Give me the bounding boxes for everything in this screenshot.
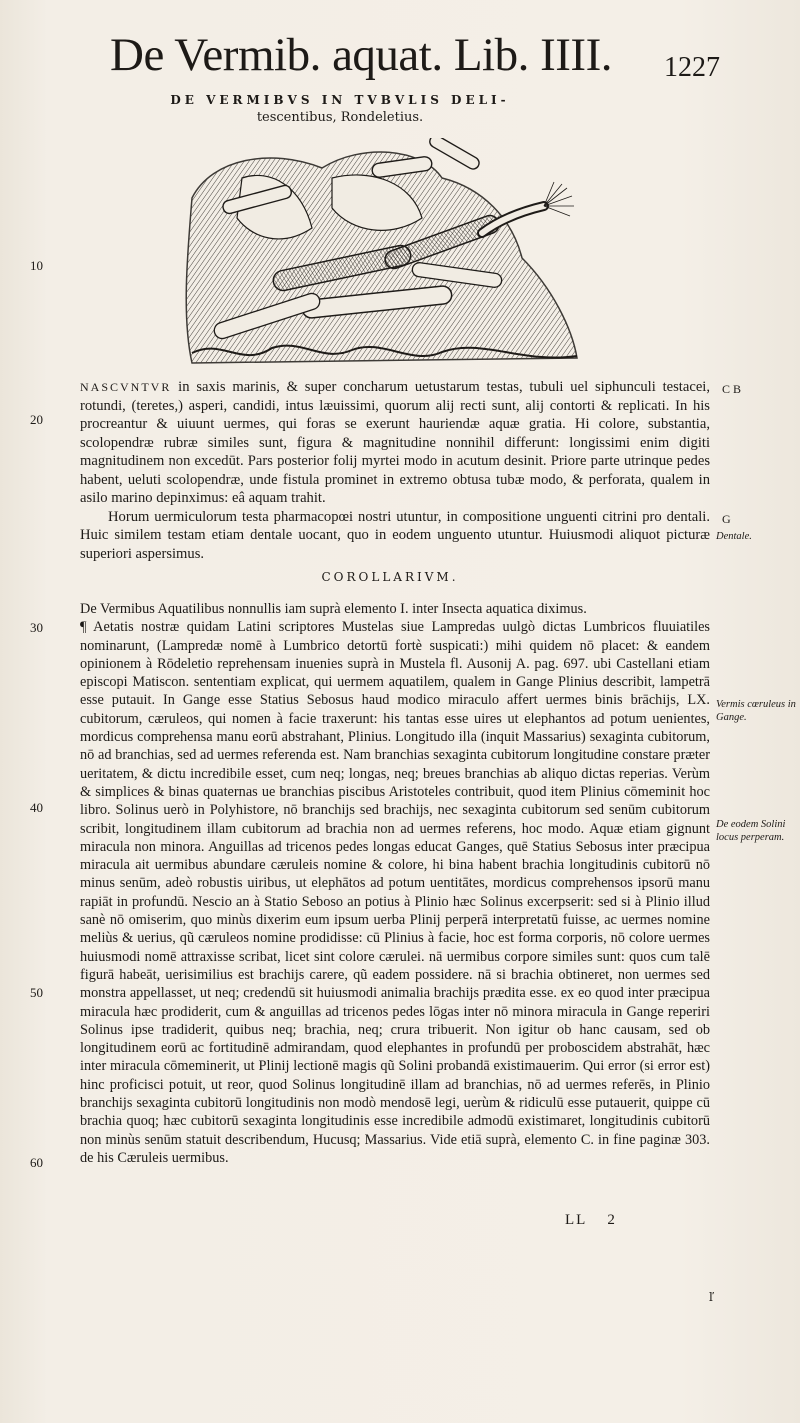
line-number: 50: [30, 985, 43, 1000]
margin-note-de-eodem: De eodem Solini locus perperam.: [716, 819, 786, 843]
line-number: 60: [30, 1155, 43, 1170]
paragraph: [80, 508, 710, 564]
margin-letters-cb: C B: [722, 382, 742, 396]
signature-number: 2: [607, 1212, 617, 1228]
paragraph: [80, 378, 710, 508]
line-number: 20: [30, 412, 43, 427]
page-number: 1227: [664, 52, 720, 83]
paragraph: [80, 600, 710, 618]
body-text-bottom: [80, 600, 710, 1167]
tube-worms-woodcut: [182, 138, 582, 372]
section-title-caps: DE VERMIBVS IN TVBVLIS DELI-: [170, 93, 510, 107]
running-header: [110, 28, 720, 88]
paragraph-text: ¶ Aetatis nostræ quidam Latini scriptores Mustelas siue Lampredas uulgò dictas Lumbricos fluuiatiles nominarunt, (Lampredæ nomē à Lumbrico detortū fortè suspicati:) mihi quidem nō placet: & eandem opinionem à Rōdeletio reprehensam inuenies suprà in Mustela fl. Ausonij A. pag. 697. ubi Castellani etiam episcopi Matiscon. sententiam explicat, qui uermem aquatilem, qualem in Gange Plinius describit, lampetrā esse putauit. In Gange esse Statius Sebosus haud modico miraculo affert uermes binis brāchijs, LX. cubitorum, cæruleos, qui nomen à facie traxerunt: his tantas esse uires ut elephantos ad potum uenientes, mordicus comprehensa manu eorū abstrahant, Plinius. Longitudo illa (inquit Massarius) sexaginta cubitorum, nō ad branchias, sed ad uermes referenda est. Nam branchias sexaginta cubitorum longitudine constare præter ueritatem, & dictu incredibile esset, cum neq; longas, neq; breues branchias ab aliquo dictas reperias. Verùm & simplices & binas quaternas ue branchias piscibus Aristoteles contribuit, quod item Plinius cōmeminit hoc libro. Solinus uerò in Polyhistore, nō branchijs sed brachijs, nec sexaginta cubitorum sed senūm cubitorum scribit, longitudinem illam cubitorum ad brachia non ad uermes referens, hoc modo. Aquæ etiam gignunt miracula non minora. Anguillas ad tricenos pedes longas educat Ganges, quē Statius Sebosus inter præcipua miracula ait uermibus abundare cæruleis nomine & colore, hi bina habent brachia longitudinis cubitorū nō minus senūm, adeò robustis uiribus, ut elephātos ad potum uentitātes, mordicus comprehensos ipsorū manu rapiāt in profundū. Nescio an à Statio Seboso an potius à Plinio hæc Solinus excerpserit: sed si à Plinio illud sanè nō omiserim, quo minùs dixerim eum ipsum uerba Plinij perperā interpretatū fuisse, ac uermes nomine meliùs & uerius, qũ cæruleos nomine prodidisse: cū Plinius à facie, hoc est forma corporis, nō colore uermes huiusmodi nomē attraxisse scribat, licet sint colore cærulei. nā uermibus corpore similes sunt: quos cum talē figurā habeāt, uerisimilius est brachijs carere, qũ eadem possidere. nā si brachia obtineret, non uermes sed monstra appellasset, ut neq; credendū sit huiusmodi animalia brachijs prædita esse. ex eo quod inter præcipua miracula hæc prodiderit, cum & anguillas ad tricenos pedes lōgas inter nō minora miracula in Gange reperiri Solinus ipse tradiderit, quibus neq; brachia, neq; crura tribuerit. Non igitur ob hanc causam, sed ob longitudinem eorū ac fortitudinē admirandam, quod elephantes in profundū per proboscidem abstrahāt, hæc inter miracula cōmeminerit, ut Plinij lectionē magis qũ Solini probandā existimauerim. Qui error (si error est) hinc proficisci potuit, ut reor, quod Solinus longitudinē illam ad branchias, nō ad uermes referēs, in Plinio branchijs sexaginta cubitorū longitudinis non modò mendosē legi, uerùm & ridiculū esse putauerit, quippe cū brachia quoq; hæc cubitorū sexaginta longitudinis esse incredibile admodū existimaret, longitudinis cubitorū non minùs senūm statuit describendum, Hucusq; Massarius. Vide etiā suprà, elemento C. in fine paginæ 303. de his Cæruleis uermibus.: [80, 619, 710, 1166]
margin-note-dentale: Dentale.: [716, 531, 752, 542]
margin-note-vermis: Vermis cœruleus in Gange.: [716, 699, 796, 723]
section-title: [100, 92, 580, 126]
paragraph-lead: NASCVNTVR: [80, 380, 172, 394]
paragraph: [80, 618, 710, 1167]
paragraph-text: De Vermibus Aquatilibus nonnullis iam suprà elemento I. inter Insecta aquatica diximus.: [80, 601, 587, 617]
stray-mark: ľ: [709, 1290, 713, 1304]
signature-letters: LL: [565, 1212, 588, 1228]
section-title-rest: tescentibus, Rondeletius.: [256, 110, 424, 125]
signature-mark: [565, 1212, 617, 1229]
running-title: De Vermib. aquat. Lib. IIII.: [110, 29, 612, 81]
line-number: 10: [30, 258, 43, 273]
margin-letter-g: G: [722, 512, 731, 526]
line-number: 30: [30, 620, 43, 635]
corollarium-heading: COROLLARIVM.: [321, 570, 459, 584]
line-number: 40: [30, 800, 43, 815]
paragraph-text: Horum uermiculorum testa pharmacopœi nostri utuntur, in compositione unguenti citrini pro dentali. Huic similem testam etiam dentale uocant, quo in eodem unguento utuntur. Huiusmodi aliquot picturæ superiori aspersimus.: [80, 508, 710, 562]
body-text-top: [80, 378, 710, 563]
paragraph-text: in saxis marinis, & super concharum uetustarum testas, tubuli uel siphunculi testacei, rotundi, (teretes,) asperi, candidi, intus læuissimi, quorum alij recti sunt, alij contorti & replicati. In his procreantur & uiuunt uermes, qui foras se exerunt hauriendæ aquæ gratia. Hi colore, substantia, scolopendræ rubræ similes sunt, figura & magnitudine nonnihil differunt: longissimi enim digiti magnitudinem non excedūt. Pars posterior folij myrtei modo in acutum desinit. Priore parte utrinque pedes habent, ueluti scolopendræ, unde fistula prominet in extremo obtusa tubæ modo, & perforata, qualem in asilo marino depinximus: eâ aquam trahit.: [80, 379, 710, 506]
